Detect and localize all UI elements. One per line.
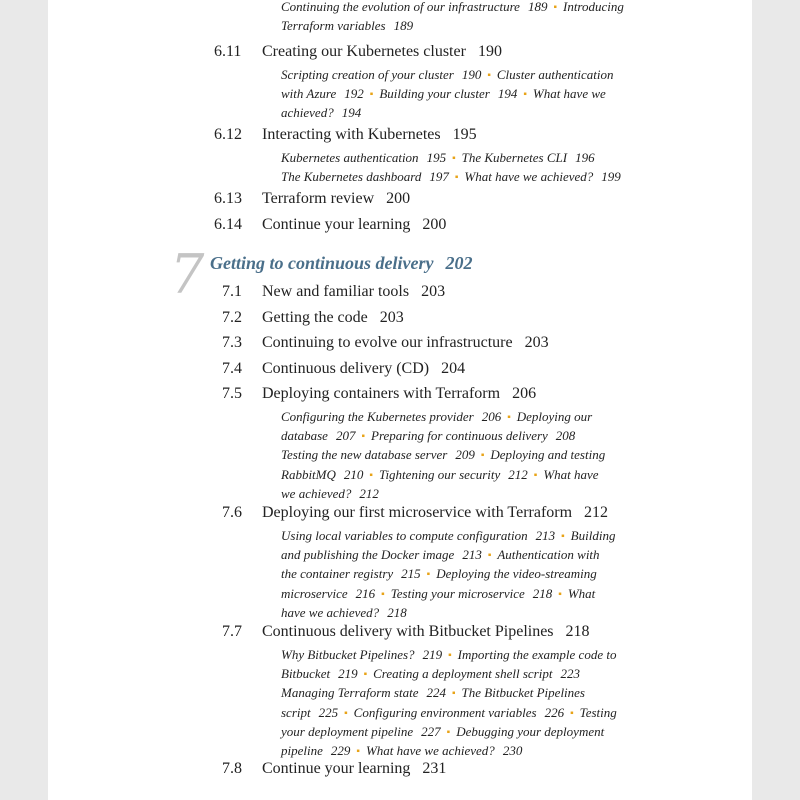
subsection-entry[interactable] <box>281 447 475 462</box>
bullet-separator: ▪ <box>487 70 491 81</box>
subsection-page: 212 <box>359 485 379 501</box>
section-title-text: Deploying our first microservice with Terraform <box>262 504 573 521</box>
bullet-separator: ▪ <box>487 550 492 562</box>
bullet-separator: ▪ <box>369 89 374 101</box>
subsection-page: 227 <box>421 723 441 739</box>
subsection-page: 196 <box>575 149 595 165</box>
subsection-title: Testing your microservice <box>390 585 525 601</box>
section-title-text: Continuous delivery (CD) <box>262 359 430 377</box>
subsection-page: 194 <box>341 105 362 121</box>
subsection-entry[interactable] <box>462 150 595 165</box>
bullet-separator: ▪ <box>448 650 452 661</box>
section-number: 6.13 <box>214 190 242 207</box>
subsection-title: The Kubernetes dashboard <box>281 168 422 184</box>
subsection-line <box>281 427 681 446</box>
subsection-entry[interactable] <box>281 105 361 120</box>
subsection-line <box>281 665 681 684</box>
subsection-entry[interactable] <box>571 528 616 543</box>
subsection-page: 213 <box>535 528 556 543</box>
bullet-separator: ▪ <box>523 89 527 101</box>
subsection-entry[interactable] <box>281 486 379 501</box>
subsection-line <box>281 684 681 703</box>
subsection-page: 209 <box>455 447 475 463</box>
subsection-title: and publishing the Docker image <box>281 547 455 563</box>
subsection-title: we achieved? <box>281 485 352 501</box>
subsection-entry[interactable] <box>281 547 482 562</box>
subsection-block <box>281 408 681 503</box>
subsection-title: Testing the new database server <box>281 447 448 463</box>
subsection-page: 230 <box>502 743 523 759</box>
subsection-entry[interactable] <box>497 547 599 562</box>
subsection-page: 197 <box>429 168 449 184</box>
section-page-number: 190 <box>477 43 502 60</box>
section-number: 7.8 <box>222 760 242 778</box>
subsection-title: Configuring environment variables <box>353 704 537 720</box>
subsection-title: Introducing <box>562 0 624 14</box>
subsection-title: What have <box>543 466 599 482</box>
section-number: 7.7 <box>222 623 242 640</box>
subsection-title: Configuring the Kubernetes provider <box>281 409 474 424</box>
section-title[interactable] <box>262 359 465 379</box>
subsection-page: 192 <box>344 86 364 102</box>
section-title-text: Creating our Kubernetes cluster <box>262 43 466 60</box>
subsection-entry[interactable] <box>366 743 522 758</box>
section-number: 6.14 <box>214 215 242 233</box>
section-number: 7.4 <box>222 359 242 377</box>
section-title-text: Continue your learning <box>262 760 411 778</box>
subsection-entry[interactable] <box>281 705 338 720</box>
subsection-line <box>281 546 681 565</box>
subsection-entry[interactable] <box>563 0 624 14</box>
bullet-separator: ▪ <box>426 569 431 581</box>
subsection-entry[interactable] <box>456 724 604 739</box>
subsection-title: Testing <box>579 704 617 720</box>
bullet-separator: ▪ <box>381 588 385 600</box>
subsection-entry[interactable] <box>354 705 564 720</box>
subsection-block <box>281 527 681 622</box>
section-number: 7.2 <box>222 308 242 326</box>
section-title-text: Continuous delivery with Bitbucket Pipelines <box>262 623 554 640</box>
subsection-line <box>281 585 681 604</box>
subsection-line <box>281 85 681 104</box>
subsection-title: Debugging your deployment <box>456 723 605 739</box>
subsection-page: 213 <box>462 547 482 563</box>
subsection-title: have we achieved? <box>281 604 380 620</box>
bullet-separator: ▪ <box>369 469 373 481</box>
section-title-text: Continue your learning <box>262 215 411 233</box>
section-title[interactable] <box>262 384 536 404</box>
subsection-entry[interactable] <box>490 447 605 462</box>
subsection-page: 207 <box>335 428 356 444</box>
bullet-separator: ▪ <box>451 688 456 700</box>
subsection-page: 226 <box>544 704 565 720</box>
subsection-entry[interactable] <box>458 647 617 662</box>
section-number: 7.5 <box>222 385 242 402</box>
chapter-title[interactable] <box>210 252 473 274</box>
subsection-entry[interactable] <box>379 467 528 482</box>
section-title[interactable] <box>262 125 477 145</box>
section-page-number: 203 <box>379 308 404 326</box>
bullet-separator: ▪ <box>446 726 451 738</box>
subsection-title: your deployment pipeline <box>281 723 414 739</box>
subsection-entry[interactable] <box>379 86 517 101</box>
subsection-entry[interactable] <box>281 169 449 184</box>
subsection-entry[interactable] <box>281 605 407 620</box>
subsection-page: 208 <box>555 428 576 444</box>
subsection-entry[interactable] <box>281 0 547 14</box>
subsection-line <box>281 446 681 465</box>
subsection-title: Authentication with <box>497 547 600 563</box>
subsection-title: Terraform variables <box>281 18 386 34</box>
section-number: 6.12 <box>214 125 242 143</box>
subsection-entry[interactable] <box>281 586 375 601</box>
subsection-entry[interactable] <box>281 67 481 82</box>
bullet-separator: ▪ <box>561 531 565 542</box>
section-number: 6.11 <box>214 43 242 60</box>
subsection-page: 195 <box>426 149 447 165</box>
section-title[interactable] <box>262 503 608 523</box>
subsection-block <box>281 149 681 187</box>
subsection-line <box>281 723 681 742</box>
bullet-separator: ▪ <box>480 450 485 462</box>
subsection-page: 190 <box>461 67 482 82</box>
subsection-line <box>281 466 681 485</box>
subsection-title: The Bitbucket Pipelines <box>461 685 585 701</box>
subsection-page: 194 <box>497 86 518 102</box>
subsection-title: Deploying the video-streaming <box>436 566 597 582</box>
section-title[interactable] <box>262 42 502 62</box>
subsection-page: 219 <box>338 666 358 682</box>
section-title[interactable] <box>262 282 445 302</box>
subsection-page: 199 <box>601 168 621 184</box>
subsection-title: The Kubernetes CLI <box>461 149 568 165</box>
subsection-page: 229 <box>330 743 351 759</box>
bullet-separator: ▪ <box>558 588 562 600</box>
subsection-line <box>281 646 681 665</box>
section-page-number: 204 <box>441 359 466 377</box>
bullet-separator: ▪ <box>361 431 365 443</box>
subsection-title: Kubernetes authentication <box>281 149 419 165</box>
subsection-page: 189 <box>393 18 414 34</box>
bullet-separator: ▪ <box>533 469 538 481</box>
chapter-number: 7 <box>170 243 205 306</box>
subsection-title: script <box>281 704 311 720</box>
subsection-entry[interactable] <box>373 666 580 681</box>
section-title[interactable] <box>262 622 590 642</box>
subsection-page: 189 <box>527 0 548 14</box>
subsection-page: 216 <box>355 585 376 601</box>
subsection-title: What <box>567 585 596 601</box>
bullet-separator: ▪ <box>363 669 368 681</box>
subsection-line <box>281 408 681 427</box>
subsection-page: 219 <box>422 647 443 662</box>
subsection-title: pipeline <box>281 743 323 759</box>
subsection-title: Importing the example code to <box>457 647 617 662</box>
subsection-title: Bitbucket <box>281 666 331 682</box>
subsection-title: What have we achieved? <box>464 168 594 184</box>
subsection-block <box>281 66 681 123</box>
subsection-title: What have we achieved? <box>365 743 495 759</box>
subsection-title: Building your cluster <box>379 86 490 102</box>
subsection-page: 215 <box>401 566 421 582</box>
subsection-title: Why Bitbucket Pipelines? <box>281 647 415 662</box>
subsection-entry[interactable] <box>497 67 614 82</box>
subsection-page: 218 <box>532 585 553 601</box>
subsection-page: 206 <box>481 409 502 424</box>
subsection-entry[interactable] <box>533 86 606 101</box>
subsection-entry[interactable] <box>281 150 446 165</box>
subsection-line <box>281 565 681 584</box>
section-page-number: 200 <box>386 190 411 207</box>
subsection-title: microservice <box>281 585 348 601</box>
subsection-entry[interactable] <box>281 467 363 482</box>
subsection-title: RabbitMQ <box>281 466 336 482</box>
section-page-number: 218 <box>565 623 590 640</box>
section-number: 7.1 <box>222 283 242 300</box>
subsection-entry[interactable] <box>281 566 421 581</box>
section-title[interactable] <box>262 215 446 235</box>
section-title-text: Interacting with Kubernetes <box>262 125 441 143</box>
subsection-entry[interactable] <box>281 409 501 424</box>
subsection-entry[interactable] <box>391 586 553 601</box>
section-page-number: 212 <box>584 504 609 521</box>
subsection-title: with Azure <box>281 86 337 102</box>
subsection-entry[interactable] <box>568 586 595 601</box>
continued-subsections <box>281 0 681 35</box>
section-title[interactable] <box>262 759 446 779</box>
subsection-title: the container registry <box>281 566 394 582</box>
section-title-text: Continuing to evolve our infrastructure <box>262 334 513 351</box>
subsection-entry[interactable] <box>281 528 555 543</box>
section-page-number: 200 <box>422 215 447 233</box>
section-page-number: 231 <box>422 760 447 778</box>
subsection-title: Preparing for continuous delivery <box>371 428 548 444</box>
subsection-entry[interactable] <box>580 705 617 720</box>
subsection-title: Scripting creation of your cluster <box>281 67 454 82</box>
subsection-title: database <box>281 428 328 444</box>
subsection-line <box>281 704 681 723</box>
subsection-entry[interactable] <box>436 566 597 581</box>
subsection-entry[interactable] <box>517 409 592 424</box>
bullet-separator: ▪ <box>570 707 574 719</box>
subsection-page: 212 <box>508 466 528 482</box>
bullet-separator: ▪ <box>553 2 557 13</box>
subsection-line <box>281 104 681 122</box>
toc-page <box>48 0 752 800</box>
subsection-title: achieved? <box>281 105 334 121</box>
subsection-title: Creating a deployment shell script <box>373 666 553 682</box>
section-page-number: 203 <box>524 334 549 351</box>
subsection-entry[interactable] <box>462 685 585 700</box>
subsection-entry[interactable] <box>281 18 413 33</box>
subsection-entry[interactable] <box>281 724 441 739</box>
section-title-text: Getting the code <box>262 308 368 326</box>
subsection-page: 210 <box>343 466 364 482</box>
section-title-text: Terraform review <box>262 190 375 207</box>
section-title[interactable] <box>262 308 404 328</box>
section-title[interactable] <box>262 333 549 353</box>
subsection-title: Deploying our <box>516 409 593 424</box>
section-number: 7.6 <box>222 504 242 521</box>
bullet-separator: ▪ <box>356 746 360 758</box>
subsection-line <box>281 66 681 85</box>
subsection-entry[interactable] <box>281 86 364 101</box>
subsection-page: 218 <box>387 604 407 620</box>
section-title-text: New and familiar tools <box>262 283 410 300</box>
section-title[interactable] <box>262 189 410 209</box>
subsection-line <box>281 0 681 17</box>
bullet-separator: ▪ <box>454 171 459 183</box>
subsection-page: 225 <box>318 704 339 720</box>
subsection-title: What have we <box>532 86 606 102</box>
subsection-page: 224 <box>426 685 446 701</box>
subsection-title: Tightening our security <box>378 466 501 482</box>
section-page-number: 206 <box>512 385 537 402</box>
subsection-title: Continuing the evolution of our infrastructure <box>281 0 520 14</box>
section-page-number: 203 <box>421 283 446 300</box>
section-page-number: 195 <box>452 125 477 143</box>
subsection-entry[interactable] <box>371 428 575 443</box>
subsection-entry[interactable] <box>543 467 598 482</box>
subsection-title: Cluster authentication <box>496 67 614 82</box>
subsection-title: Building <box>570 528 616 543</box>
section-number: 7.3 <box>222 334 242 351</box>
bullet-separator: ▪ <box>344 707 348 719</box>
subsection-title: Using local variables to compute configuration <box>281 528 528 543</box>
subsection-block <box>281 646 681 761</box>
subsection-line <box>281 527 681 546</box>
subsection-line <box>281 168 681 187</box>
subsection-line <box>281 485 681 503</box>
subsection-entry[interactable] <box>281 428 355 443</box>
chapter-page-number: 202 <box>445 253 473 273</box>
bullet-separator: ▪ <box>507 412 511 423</box>
subsection-line <box>281 17 681 35</box>
subsection-line <box>281 604 681 622</box>
subsection-entry[interactable] <box>464 169 620 184</box>
section-title-text: Deploying containers with Terraform <box>262 385 501 402</box>
subsection-entry[interactable] <box>281 743 350 758</box>
subsection-entry[interactable] <box>281 647 442 662</box>
subsection-line <box>281 149 681 168</box>
subsection-entry[interactable] <box>281 666 358 681</box>
subsection-title: Managing Terraform state <box>281 685 419 701</box>
subsection-entry[interactable] <box>281 685 446 700</box>
bullet-separator: ▪ <box>452 152 456 164</box>
subsection-title: Deploying and testing <box>490 447 606 463</box>
chapter-title-text: Getting to continuous delivery <box>210 253 434 273</box>
subsection-page: 223 <box>560 666 580 682</box>
